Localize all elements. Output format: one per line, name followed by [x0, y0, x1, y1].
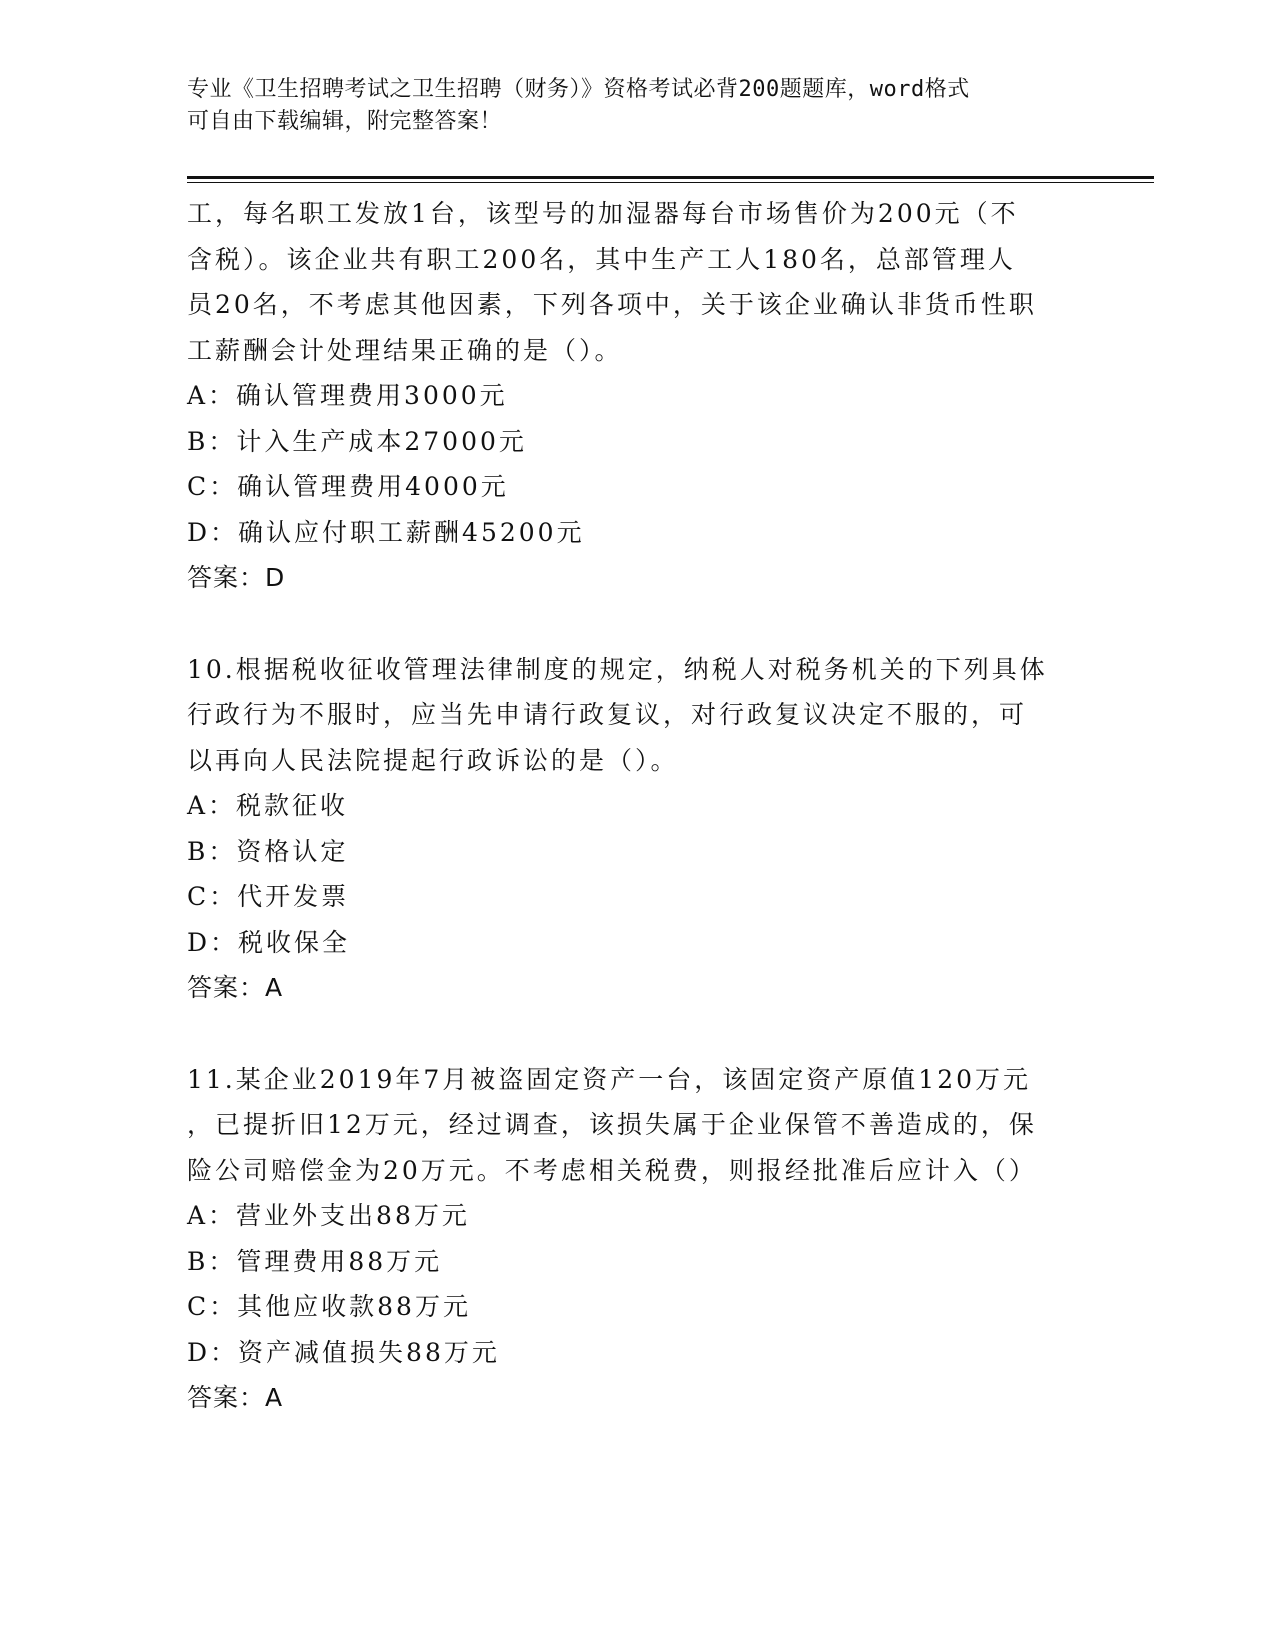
- answer-line: 答案：D: [187, 563, 286, 592]
- header-divider: [187, 176, 1154, 179]
- option-d: D：资产减值损失88万元: [187, 1337, 500, 1367]
- option-c: C：其他应收款88万元: [187, 1292, 471, 1321]
- answer-line: 答案：A: [187, 973, 284, 1002]
- question-stem-line: 行政行为不服时，应当先申请行政复议，对行政复议决定不服的，可: [187, 700, 1028, 729]
- option-c: C：确认管理费用4000元: [187, 472, 509, 501]
- header-title-line-1: 专业《卫生招聘考试之卫生招聘（财务）》资格考试必背200题题库，word格式: [187, 77, 970, 102]
- spacer: [187, 1011, 1087, 1057]
- question-stem-line: 险公司赔偿金为20万元。不考虑相关税费，则报经批准后应计入（）: [187, 1155, 1037, 1185]
- question-stem-line: ，已提折旧12万元，经过调查，该损失属于企业保管不善造成的，保: [187, 1110, 1037, 1139]
- question-stem-line: 以再向人民法院提起行政诉讼的是（）。: [187, 745, 679, 775]
- option-b: B：计入生产成本27000元: [187, 426, 527, 456]
- answer-line: 答案：A: [187, 1383, 284, 1412]
- option-a: A：税款征收: [187, 791, 349, 820]
- option-d: D：税收保全: [187, 927, 351, 957]
- page-header: [187, 74, 1067, 138]
- option-b: B：资格认定: [187, 836, 349, 866]
- question-stem-line: 员20名，不考虑其他因素，下列各项中，关于该企业确认非货币性职: [187, 290, 1037, 319]
- header-divider-thin: [187, 182, 1154, 183]
- header-title-line-2: 可自由下载编辑，附完整答案！: [187, 109, 503, 134]
- option-c: C：代开发票: [187, 882, 350, 911]
- question-block: [187, 1057, 1087, 1421]
- question-block: [187, 647, 1087, 1011]
- option-b: B：管理费用88万元: [187, 1246, 443, 1276]
- question-list: [187, 191, 1087, 1421]
- option-a: A：营业外支出88万元: [187, 1201, 470, 1230]
- option-a: A：确认管理费用3000元: [187, 381, 508, 410]
- question-stem-line: 工，每名职工发放1台，该型号的加湿器每台市场售价为200元（不: [187, 199, 1019, 228]
- question-stem-line: 工薪酬会计处理结果正确的是（）。: [187, 335, 623, 365]
- question-block: [187, 191, 1087, 601]
- question-stem-line: 10.根据税收征收管理法律制度的规定，纳税人对税务机关的下列具体: [187, 654, 1048, 684]
- question-stem-line: 11.某企业2019年7月被盗固定资产一台，该固定资产原值120万元: [187, 1064, 1032, 1094]
- question-stem-line: 含税）。该企业共有职工200名，其中生产工人180名，总部管理人: [187, 244, 1016, 274]
- option-d: D：确认应付职工薪酬45200元: [187, 517, 585, 547]
- spacer: [187, 601, 1087, 647]
